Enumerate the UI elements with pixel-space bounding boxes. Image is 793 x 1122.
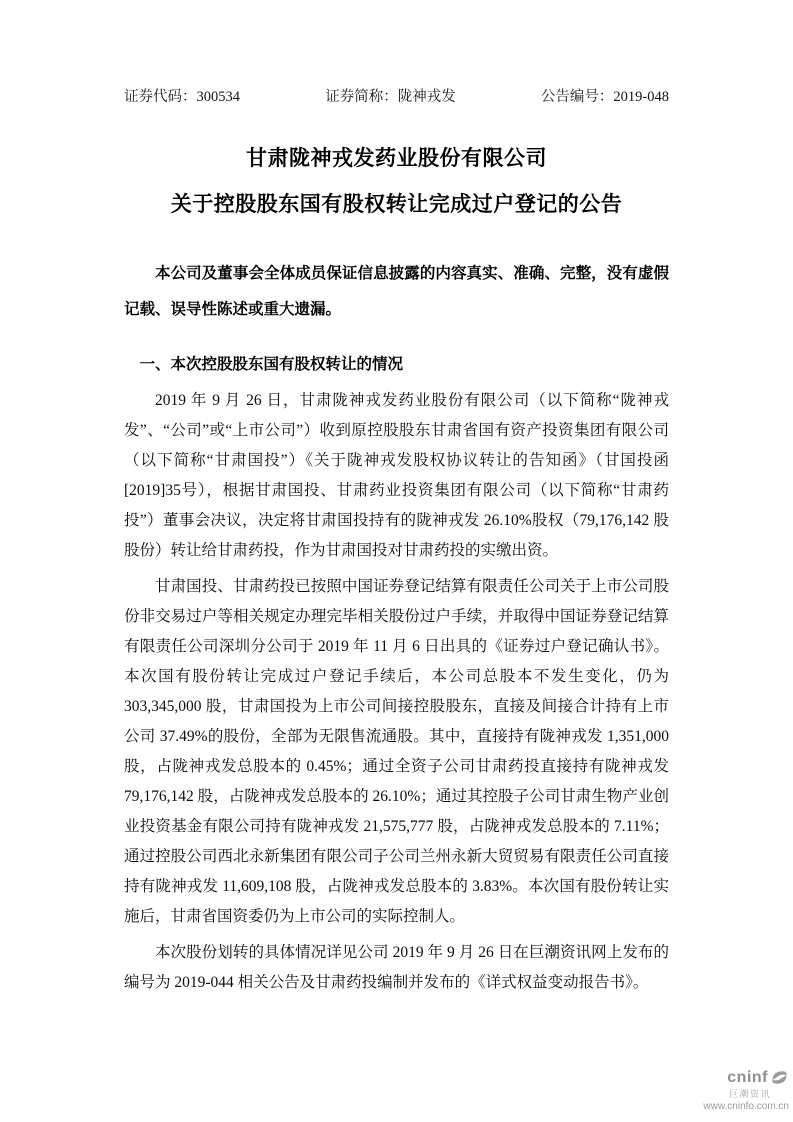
document-header-row xyxy=(124,88,669,106)
cninfo-logo xyxy=(703,1068,789,1087)
stock-code: 证券代码：300534 xyxy=(124,89,240,105)
paragraph-registration-details: 甘肃国投、甘肃药投已按照中国证券登记结算有限责任公司关于上市公司股份非交易过户等相关规定办理完毕相关股份过户手续，并取得中国证券登记结算有限责任公司深圳分公司于 2019 年 11 月 6 日出具的《证券过户登记确认书》。本次国有股份转让完成过户登记手续后，本公司总股本不发生变化，仍为 303,345,000 股，甘肃国投为上市公司间接控股股东，直接及间接合计持有上市公司 37.49%的股份，全部为无限售流通股。其中，直接持有陇神戎发 1,351,000 股，占陇神戎发总股本的 0.45%；通过全资子公司甘肃药投直接持有陇神戎发 79,176,142 股，占陇神戎发总股本的 26.10%；通过其控股子公司甘肃生物产业创业投资基金有限公司持有陇神戎发 21,575,777 股，占陇神戎发总股本的 7.11%；通过控股公司西北永新集团有限公司子公司兰州永新大贸贸易有限责任公司直接持有陇神戎发 11,609,108 股，占陇神戎发总股本的 3.83%。本次国有股份转让实施后，甘肃省国资委仍为上市公司的实际控制人。 xyxy=(124,578,669,925)
board-declaration: 本公司及董事会全体成员保证信息披露的内容真实、准确、完整，没有虚假记载、误导性陈述或重大遗漏。 xyxy=(124,265,669,318)
cninfo-watermark xyxy=(703,1068,789,1112)
cninfo-swirl-icon xyxy=(770,1068,789,1087)
document-title-subject: 关于控股股东国有股权转让完成过户登记的公告 xyxy=(170,193,623,216)
announcement-number: 公告编号：2019-048 xyxy=(540,89,669,105)
document-title-company: 甘肃陇神戎发药业股份有限公司 xyxy=(246,147,547,170)
section-1-heading: 一、本次控股股东国有股权转让的情况 xyxy=(139,356,404,373)
cninfo-brand-text: cninf xyxy=(727,1068,768,1086)
cninfo-url: www.cninfo.com.cn xyxy=(703,1101,789,1112)
document-content xyxy=(124,88,669,998)
cninfo-chinese-name: 巨潮资讯 xyxy=(728,1089,771,1099)
paragraph-reference-announcements: 本次股份划转的具体情况详见公司 2019 年 9 月 26 日在巨潮资讯网上发布的编号为 2019-044 相关公告及甘肃药投编制并发布的《详式权益变动报告书》。 xyxy=(124,944,669,991)
paragraph-transfer-overview: 2019 年 9 月 26 日，甘肃陇神戎发药业股份有限公司（以下简称“陇神戎发”、“公司”或“上市公司”）收到原控股股东甘肃省国有资产投资集团有限公司（以下简称“甘肃国投”）《关于陇神戎发股权协议转让的告知函》（甘国投函[2019]35号），根据甘肃国投、甘肃药业投资集团有限公司（以下简称“甘肃药投”）董事会决议，决定将甘肃国投持有的陇神戎发 26.10%股权（79,176,142 股股份）转让给甘肃药投，作为甘肃国投对甘肃药投的实缴出资。 xyxy=(124,392,669,559)
stock-abbreviation: 证券简称：陇神戎发 xyxy=(325,89,456,105)
